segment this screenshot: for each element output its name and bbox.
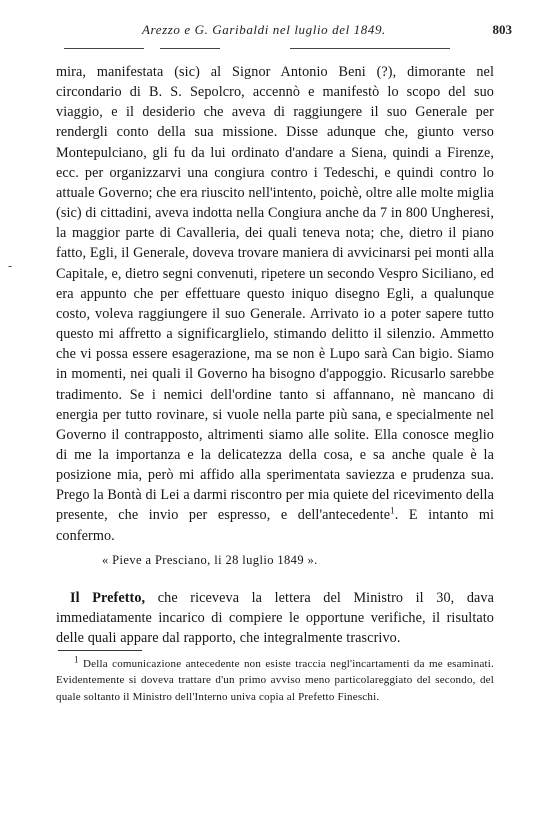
header-rule (160, 48, 220, 49)
margin-mark: - (8, 259, 13, 273)
footnote-rule (58, 650, 142, 651)
dateline: « Pieve a Presciano, li 28 luglio 1849 ». (102, 552, 318, 567)
header-rule (64, 48, 144, 49)
paragraph-letter (56, 62, 494, 546)
running-header (112, 22, 512, 42)
running-title: Arezzo e G. Garibaldi nel luglio del 1849. (142, 22, 386, 37)
page-number: 803 (492, 22, 512, 37)
paragraph-lead: Il Prefetto, (70, 589, 146, 606)
footnote-reference: 1 (390, 505, 395, 516)
paragraph-text-end: . E intanto mi confermo. (56, 507, 494, 544)
footnote-text: Della comunicazione antecedente non esiste traccia negl'incartamenti da me esaminati. Evidentemente si doveva trattare d'un primo avviso meno particolareggiato del secondo, del quale soltanto il Ministro dell'Interno univa copia al Prefetto Fineschi. (56, 658, 494, 703)
footnote-number: 1 (74, 654, 79, 665)
paragraph-text: mira, manifestata (sic) al Signor Antonio Beni (?), dimorante nel circondario di B. S. Sepolcro, accennò e manifestò lo scopo del suo viaggio, e il desiderio che aveva di raggiungere il suo Generale per rendergli conto della sua missione. Disse adunque che, giunto verso Montepulciano, gli fu da lui ordinato d'andare a Siena, quindi a Firenze, ecc. per organizzarvi una congiura contro i Tedeschi, e quindi contro lo attuale Governo; che era riuscito nell'intento, poichè, oltre alle molte miglia (sic) di cittadini, aveva indotta nella Congiura anche da 7 in 800 Ungheresi, la maggior parte di Cavalleria, dei quali teneva nota; che, dietro il piano fatto, Egli, il Generale, doveva trovare maniera di avvicinarsi pei monti alla Capitale, e, dietro segni convenuti, ripetere un secondo Vespro Siciliano, ed era appunto che per effettuare questo iniquo disegno Egli, a qualunque costo, voleva raggiungere il suo Generale. Arrivato io a poter sapere tutto questo mi affretto a significarglielo, stimando delitto il silenzio. Ammetto che vi possa essere esagerazione, ma se non è Lupo sarà Can bigio. Siamo in momenti, nei quali il Governo ha bisogno d'appoggio. Ricusarlo sarebbe tradimento. Se i nemici dell'ordine tanto si affannano, nè mancano di energia per tutto rovinare, si vuole nella parte più sana, e specialmente nel Governo il contrapposto, altrimenti siamo alle solite. Ella conosce meglio di me la importanza e la delicatezza della cosa, e sa anche quale è la posizione mia, però mi affido alla sperimentata saviezza e prudenza sua. Prego la Bontà di Lei a darmi riscontro per mia quiete del ricevimento della presente, che invio per espresso, e dell'antecedente (56, 64, 494, 524)
paragraph-prefetto (56, 588, 494, 648)
header-rule (290, 48, 450, 49)
footnote (56, 656, 494, 705)
body-text (56, 62, 494, 648)
paragraph-text: che riceveva la lettera del Ministro il 30, dava immediatamente incarico di compiere le opportune verifiche, il risultato delle quali appare dal rapporto, che integralmente trascrivo. (56, 589, 495, 647)
